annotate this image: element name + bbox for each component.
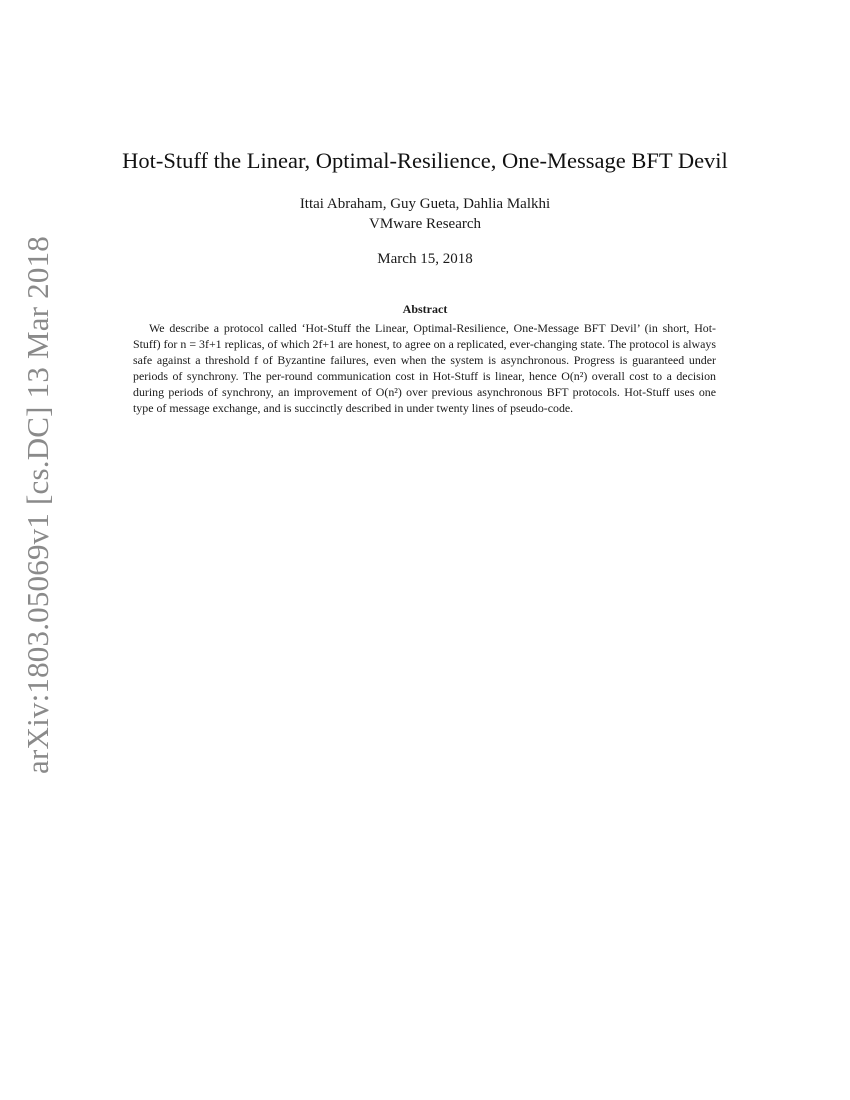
paper-date: March 15, 2018 [377,251,473,267]
arxiv-sidebar-stamp [16,236,60,774]
paper-title: Hot-Stuff the Linear, Optimal-Resilience, One-Message BFT Devil [122,148,728,173]
paper-authors: Ittai Abraham, Guy Gueta, Dahlia Malkhi [299,196,551,212]
abstract-body: We describe a protocol called ‘Hot-Stuff the Linear, Optimal-Resilience, One-Message BFT Devil’ (in short, Hot-Stuff) for n = 3f+1 replicas, of which 2f+1 are honest, to agree on a replicated, ever-changing state. The protocol is always safe against a threshold f of Byzantine failures, even when the system is asynchronous. Progress is guaranteed under periods of synchrony. The per-round communication cost in Hot-Stuff is linear, hence O(n²) overall cost to a decision during periods of synchrony, an improvement of O(n²) over previous asynchronous BFT protocols. Hot-Stuff uses one type of message exchange, and is succinctly described in under twenty lines of pseudo-code. [133,321,716,415]
arxiv-identifier: arXiv:1803.05069v1 [cs.DC] 13 Mar 2018 [20,236,55,774]
abstract-heading: Abstract [402,302,448,316]
paper-affiliation: VMware Research [368,216,482,232]
